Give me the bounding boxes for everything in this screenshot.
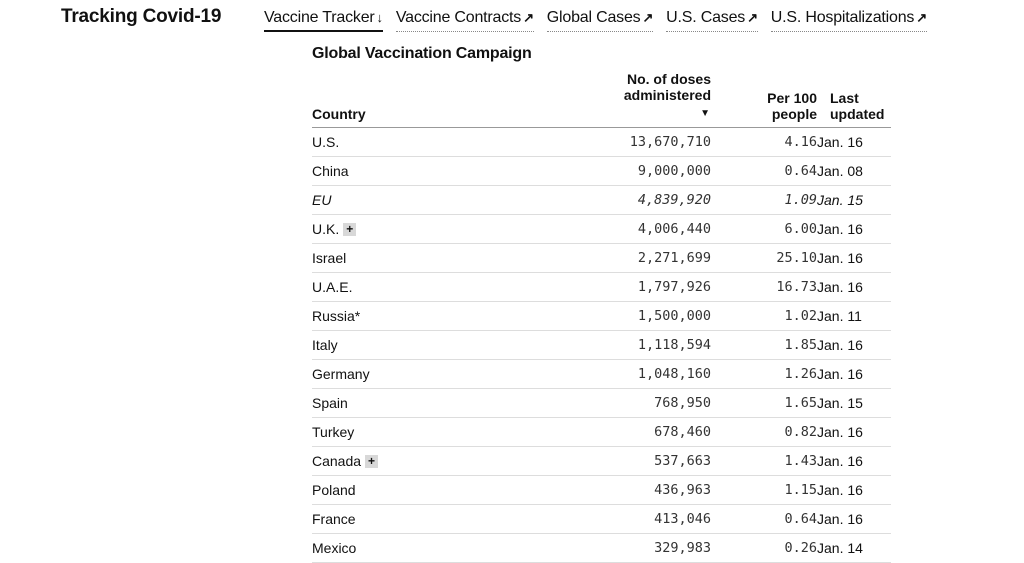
cell-per100: 1.09 — [711, 186, 817, 215]
country-name: Italy — [312, 337, 338, 353]
cell-country — [312, 273, 516, 302]
cell-country — [312, 128, 516, 157]
country-name: Turkey — [312, 424, 355, 440]
expand-plus-icon[interactable]: + — [343, 223, 356, 236]
cell-country — [312, 157, 516, 186]
arrow-up-right-icon: ↗ — [523, 10, 534, 25]
cell-country — [312, 360, 516, 389]
cell-country — [312, 505, 516, 534]
cell-last-updated: Jan. 16 — [817, 360, 891, 389]
cell-last-updated: Jan. 16 — [817, 331, 891, 360]
cell-per100: 1.85 — [711, 331, 817, 360]
country-name: U.K. — [312, 221, 340, 237]
cell-last-updated: Jan. 16 — [817, 505, 891, 534]
header-label: No. of doses — [626, 71, 711, 87]
cell-doses: 1,797,926 — [516, 273, 711, 302]
table-row — [312, 128, 891, 157]
cell-last-updated: Jan. 16 — [817, 447, 891, 476]
cell-per100: 4.16 — [711, 128, 817, 157]
top-nav — [264, 9, 940, 32]
cell-doses: 678,460 — [516, 418, 711, 447]
cell-last-updated: Jan. 16 — [817, 244, 891, 273]
cell-per100: 1.65 — [711, 389, 817, 418]
table-row — [312, 302, 891, 331]
cell-per100: 0.26 — [711, 534, 817, 563]
cell-doses: 4,006,440 — [516, 215, 711, 244]
cell-country — [312, 476, 516, 505]
country-name: U.S. — [312, 134, 340, 150]
section-title: Global Vaccination Campaign — [312, 45, 532, 62]
table-body — [312, 128, 891, 563]
cell-doses: 2,271,699 — [516, 244, 711, 273]
cell-per100: 0.64 — [711, 505, 817, 534]
cell-last-updated: Jan. 11 — [817, 302, 891, 331]
table-row — [312, 389, 891, 418]
cell-per100: 6.00 — [711, 215, 817, 244]
table-row — [312, 360, 891, 389]
arrow-down-icon: ↓ — [376, 10, 383, 25]
cell-per100: 25.10 — [711, 244, 817, 273]
country-name: Russia* — [312, 308, 361, 324]
vaccination-table — [312, 71, 891, 563]
cell-doses: 436,963 — [516, 476, 711, 505]
cell-doses: 413,046 — [516, 505, 711, 534]
cell-doses: 329,983 — [516, 534, 711, 563]
table-row — [312, 244, 891, 273]
cell-per100: 16.73 — [711, 273, 817, 302]
country-name: France — [312, 511, 356, 527]
arrow-up-right-icon: ↗ — [747, 10, 758, 25]
country-name: U.A.E. — [312, 279, 353, 295]
header-label: Country — [312, 106, 366, 122]
header-label: updated — [830, 106, 885, 122]
cell-doses: 9,000,000 — [516, 157, 711, 186]
country-name: Poland — [312, 482, 356, 498]
nav-global-cases[interactable] — [547, 9, 653, 32]
arrow-up-right-icon: ↗ — [916, 10, 927, 25]
cell-country — [312, 331, 516, 360]
cell-doses: 1,118,594 — [516, 331, 711, 360]
brand-title: Tracking Covid-19 — [61, 6, 222, 27]
cell-last-updated: Jan. 16 — [817, 476, 891, 505]
cell-last-updated: Jan. 16 — [817, 418, 891, 447]
nav-label: Global Cases — [546, 9, 641, 26]
country-name: Spain — [312, 395, 348, 411]
cell-last-updated: Jan. 15 — [817, 389, 891, 418]
nav-label: U.S. Hospitalizations — [770, 9, 915, 26]
cell-doses: 768,950 — [516, 389, 711, 418]
country-name: Israel — [312, 250, 347, 266]
cell-doses: 1,048,160 — [516, 360, 711, 389]
cell-doses: 13,670,710 — [516, 128, 711, 157]
nav-us-hospitalizations[interactable] — [771, 9, 927, 32]
cell-last-updated: Jan. 15 — [817, 186, 891, 215]
cell-last-updated: Jan. 16 — [817, 128, 891, 157]
arrow-up-right-icon: ↗ — [642, 10, 654, 25]
country-name: Mexico — [312, 540, 357, 556]
table-row — [312, 273, 891, 302]
header-label: Per 100 — [767, 90, 817, 106]
nav-label: U.S. Cases — [666, 9, 746, 26]
nav-label: Vaccine Contracts — [395, 9, 522, 26]
cell-per100: 1.15 — [711, 476, 817, 505]
cell-last-updated: Jan. 16 — [817, 273, 891, 302]
cell-per100: 1.26 — [711, 360, 817, 389]
cell-doses: 4,839,920 — [516, 186, 711, 215]
cell-last-updated: Jan. 14 — [817, 534, 891, 563]
cell-country — [312, 244, 516, 273]
nav-vaccine-tracker[interactable] — [264, 9, 383, 32]
table-row — [312, 534, 891, 563]
cell-country — [312, 186, 516, 215]
cell-country — [312, 534, 516, 563]
cell-per100: 1.02 — [711, 302, 817, 331]
table-row — [312, 331, 891, 360]
cell-country — [312, 447, 516, 476]
table-row — [312, 186, 891, 215]
expand-plus-icon[interactable]: + — [365, 455, 378, 468]
country-name: EU — [312, 192, 332, 208]
cell-per100: 1.43 — [711, 447, 817, 476]
cell-doses: 1,500,000 — [516, 302, 711, 331]
cell-per100: 0.64 — [711, 157, 817, 186]
header-doses[interactable] — [516, 71, 711, 128]
nav-us-cases[interactable] — [666, 9, 758, 32]
table-row — [312, 505, 891, 534]
table-row — [312, 476, 891, 505]
cell-last-updated: Jan. 08 — [817, 157, 891, 186]
header-label: administered — [623, 87, 711, 103]
cell-country — [312, 215, 516, 244]
header-last-updated[interactable] — [817, 71, 891, 128]
header-label: Last — [830, 90, 859, 106]
cell-country — [312, 389, 516, 418]
table-row — [312, 215, 891, 244]
cell-country — [312, 302, 516, 331]
header-label: people — [771, 106, 817, 122]
nav-label: Vaccine Tracker — [264, 9, 375, 26]
table-row — [312, 157, 891, 186]
table-header-row — [312, 71, 891, 128]
nav-vaccine-contracts[interactable] — [396, 9, 534, 32]
cell-doses: 537,663 — [516, 447, 711, 476]
country-name: China — [312, 163, 349, 179]
country-name: Canada — [312, 453, 362, 469]
cell-per100: 0.82 — [711, 418, 817, 447]
country-name: Germany — [312, 366, 370, 382]
header-country[interactable] — [312, 71, 516, 128]
table-row — [312, 418, 891, 447]
cell-country — [312, 418, 516, 447]
table-row — [312, 447, 891, 476]
header-per100[interactable] — [711, 71, 817, 128]
cell-last-updated: Jan. 16 — [817, 215, 891, 244]
sort-down-icon: ▼ — [700, 108, 710, 119]
